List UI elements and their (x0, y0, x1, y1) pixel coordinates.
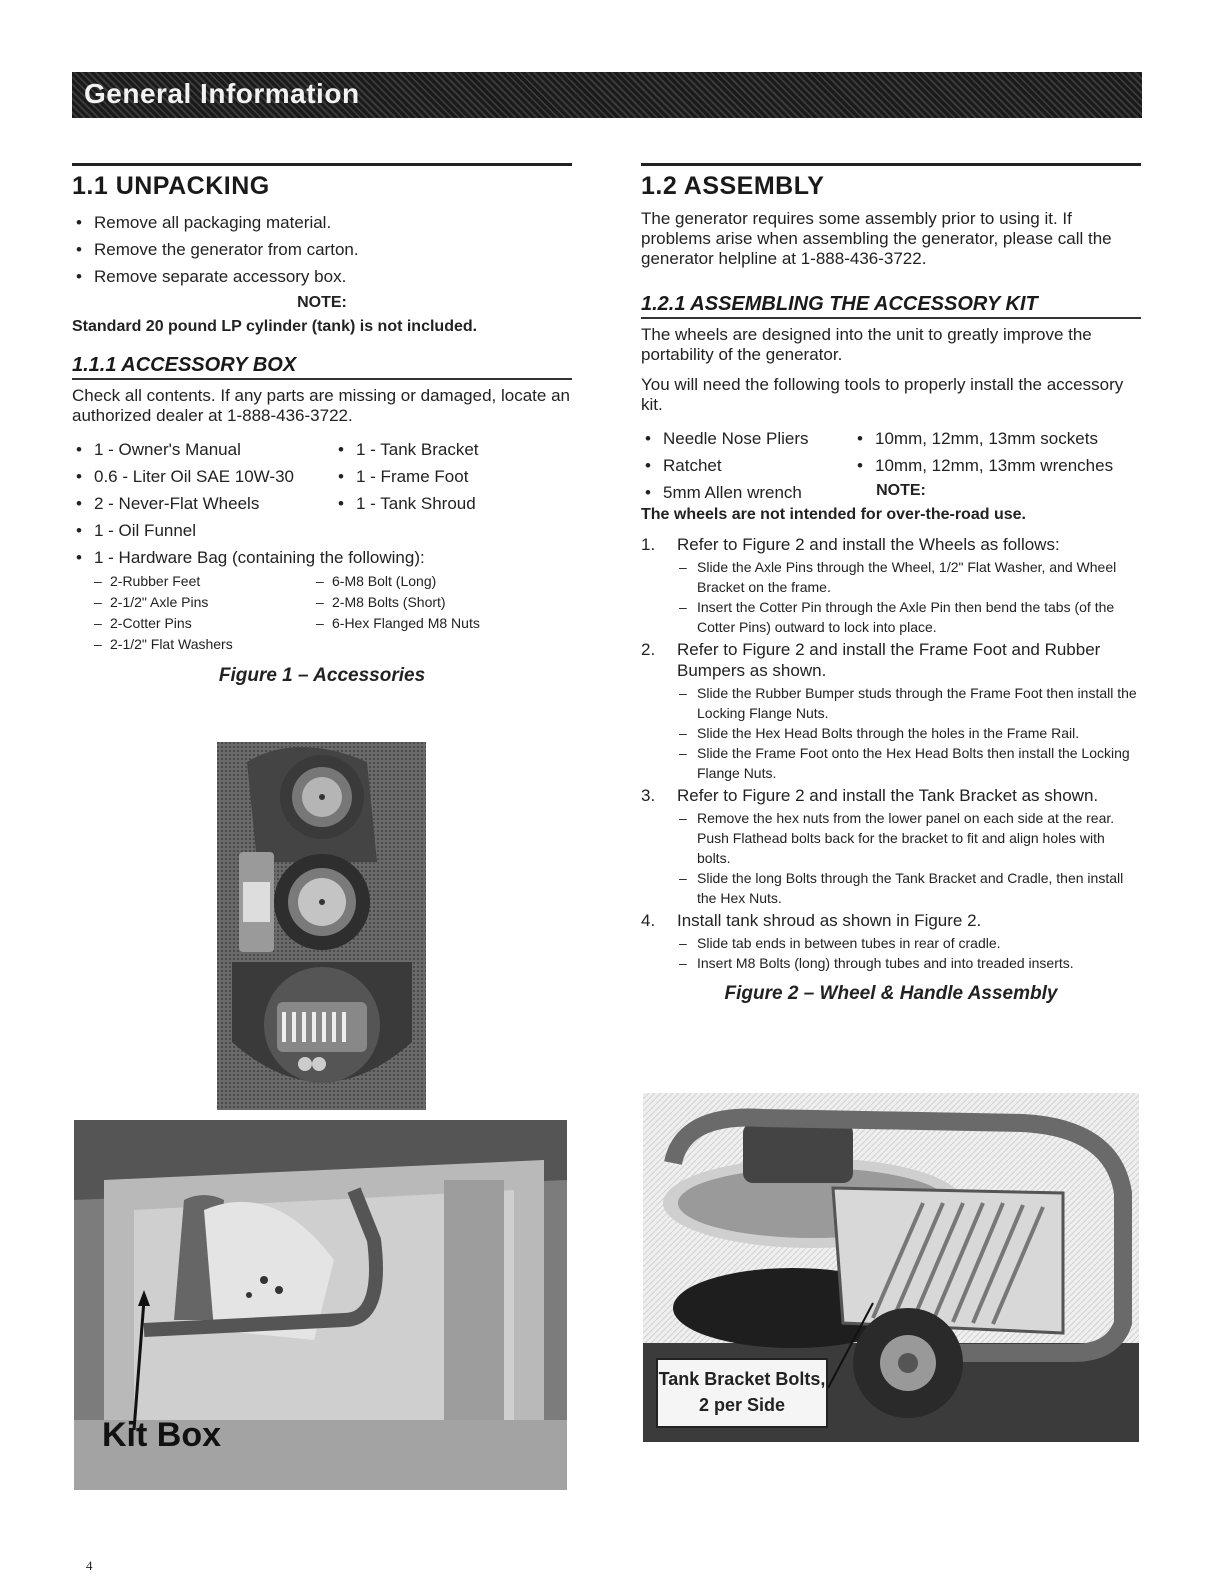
note-label: NOTE: (297, 294, 347, 311)
list-item: – 2-Rubber Feet (94, 571, 316, 592)
sub-step: – Insert M8 Bolts (long) through tubes and into treaded inserts. (677, 953, 1141, 973)
step-item: 2. Refer to Figure 2 and install the Frame Foot and Rubber Bumpers as shown. – Slide the Rubber Bumper studs through the Frame Foot then install the Locking Flange Nuts. – Slide the Hex Head Bolts through the holes in the Frame Rail. – Slide the Frame Foot onto the Hex Head Bolts then install the Locking Flange Nuts. (641, 639, 1141, 783)
tank-bracket-callout (656, 1358, 828, 1428)
unpacking-heading: 1.1 UNPACKING (72, 172, 270, 200)
accessory-kit-p2: You will need the following tools to properly install the accessory kit. (641, 375, 1124, 414)
note-text: Standard 20 pound LP cylinder (tank) is not included. (72, 318, 478, 335)
accessories-illustration (217, 742, 426, 1110)
section-banner (72, 72, 1142, 118)
step-item: 1. Refer to Figure 2 and install the Wheels as follows: – Slide the Axle Pins through the Wheel, 1/2" Flat Washer, and Wheel Bracket on the frame. – Insert the Cotter Pin through the Axle Pin then bend the tabs (of the Cotter Pins) outward to lock into place. (641, 534, 1141, 637)
sub-step: – Remove the hex nuts from the lower panel on each side at the rear. Push Flathead bolts back for the bracket to fit and align holes with bolts. (677, 808, 1141, 868)
list-item: • 2 - Never-Flat Wheels (72, 490, 334, 517)
kit-box-photo (74, 1120, 567, 1490)
assembly-heading: 1.2 ASSEMBLY (641, 172, 825, 200)
list-item: • 1 - Owner's Manual (72, 436, 334, 463)
sub-step: – Slide tab ends in between tubes in rear of cradle. (677, 933, 1141, 953)
step-item: 4. Install tank shroud as shown in Figure 2. – Slide tab ends in between tubes in rear of cradle. – Insert M8 Bolts (long) through tubes and into treaded inserts. (641, 910, 1141, 973)
unpacking-list (72, 209, 572, 290)
sub-step: – Slide the long Bolts through the Tank Bracket and Cradle, then install the Hex Nuts. (677, 868, 1141, 908)
accessory-kit-heading: 1.2.1 ASSEMBLING THE ACCESSORY KIT (641, 293, 1141, 319)
banner-title: General Information (84, 78, 360, 109)
list-item: – 2-M8 Bolts (Short) (316, 592, 538, 613)
assembly-steps (641, 534, 1141, 973)
list-item: • 5mm Allen wrench (641, 479, 853, 506)
hardware-bag-item: • 1 - Hardware Bag (containing the following): (72, 544, 572, 571)
accessory-items (72, 436, 572, 544)
list-item: • Ratchet (641, 452, 853, 479)
right-column (641, 163, 1141, 1015)
divider (72, 163, 572, 166)
list-item: – 6-Hex Flanged M8 Nuts (316, 613, 538, 634)
list-item: – 2-Cotter Pins (94, 613, 316, 634)
sub-step: – Slide the Hex Head Bolts through the holes in the Frame Rail. (677, 723, 1141, 743)
divider (641, 163, 1141, 166)
callout-line-2: 2 per Side (698, 1395, 786, 1415)
list-item: • 1 - Frame Foot (334, 463, 572, 490)
figure-2-caption: Figure 2 – Wheel & Handle Assembly (724, 983, 1058, 1004)
kit-box-label: Kit Box (102, 1416, 221, 1454)
step-item: 3. Refer to Figure 2 and install the Tank Bracket as shown. – Remove the hex nuts from the lower panel on each side at the rear. Push Flathead bolts back for the bracket to fit and align holes with bolts. – Slide the long Bolts through the Tank Bracket and Cradle, then install the Hex Nuts. (641, 785, 1141, 908)
note-label: NOTE: (876, 482, 926, 499)
left-column (72, 163, 572, 697)
list-item: – 2-1/2" Flat Washers (94, 634, 316, 655)
sub-step: – Slide the Rubber Bumper studs through the Frame Foot then install the Locking Flange Nuts. (677, 683, 1141, 723)
wheel-assembly-photo (643, 1093, 1139, 1442)
list-item: • Remove separate accessory box. (72, 263, 572, 290)
page-number: 4 (86, 1558, 93, 1573)
list-item: – 6-M8 Bolt (Long) (316, 571, 538, 592)
hardware-list (94, 571, 572, 655)
list-item: – 2-1/2" Axle Pins (94, 592, 316, 613)
list-item: • 1 - Oil Funnel (72, 517, 334, 544)
sub-step: – Slide the Frame Foot onto the Hex Head Bolts then install the Locking Flange Nuts. (677, 743, 1141, 783)
sub-step: – Slide the Axle Pins through the Wheel, 1/2" Flat Washer, and Wheel Bracket on the frame. (677, 557, 1141, 597)
list-item: • Remove the generator from carton. (72, 236, 572, 263)
list-item: • Remove all packaging material. (72, 209, 572, 236)
accessory-box-intro: Check all contents. If any parts are missing or damaged, locate an authorized dealer at 1-888-436-3722. (72, 386, 570, 425)
list-item: • 1 - Tank Shroud (334, 490, 572, 517)
assembly-intro: The generator requires some assembly prior to using it. If problems arise when assembling the generator, please call the generator helpline at 1-888-436-3722. (641, 209, 1112, 268)
accessories-photo (217, 742, 426, 1110)
list-item: • 10mm, 12mm, 13mm wrenches (853, 452, 1141, 479)
list-item: • Needle Nose Pliers (641, 425, 853, 452)
callout-line-1: Tank Bracket Bolts, (658, 1369, 826, 1389)
sub-step: – Insert the Cotter Pin through the Axle Pin then bend the tabs (of the Cotter Pins) outward to lock into place. (677, 597, 1141, 637)
list-item: • 10mm, 12mm, 13mm sockets (853, 425, 1141, 452)
note-text: The wheels are not intended for over-the-road use. (641, 506, 1026, 523)
accessory-kit-p1: The wheels are designed into the unit to greatly improve the portability of the generator. (641, 325, 1092, 364)
accessory-box-heading: 1.1.1 ACCESSORY BOX (72, 354, 572, 380)
list-item: • 1 - Tank Bracket (334, 436, 572, 463)
figure-1-caption: Figure 1 – Accessories (218, 665, 426, 686)
list-item: • 0.6 - Liter Oil SAE 10W-30 (72, 463, 334, 490)
